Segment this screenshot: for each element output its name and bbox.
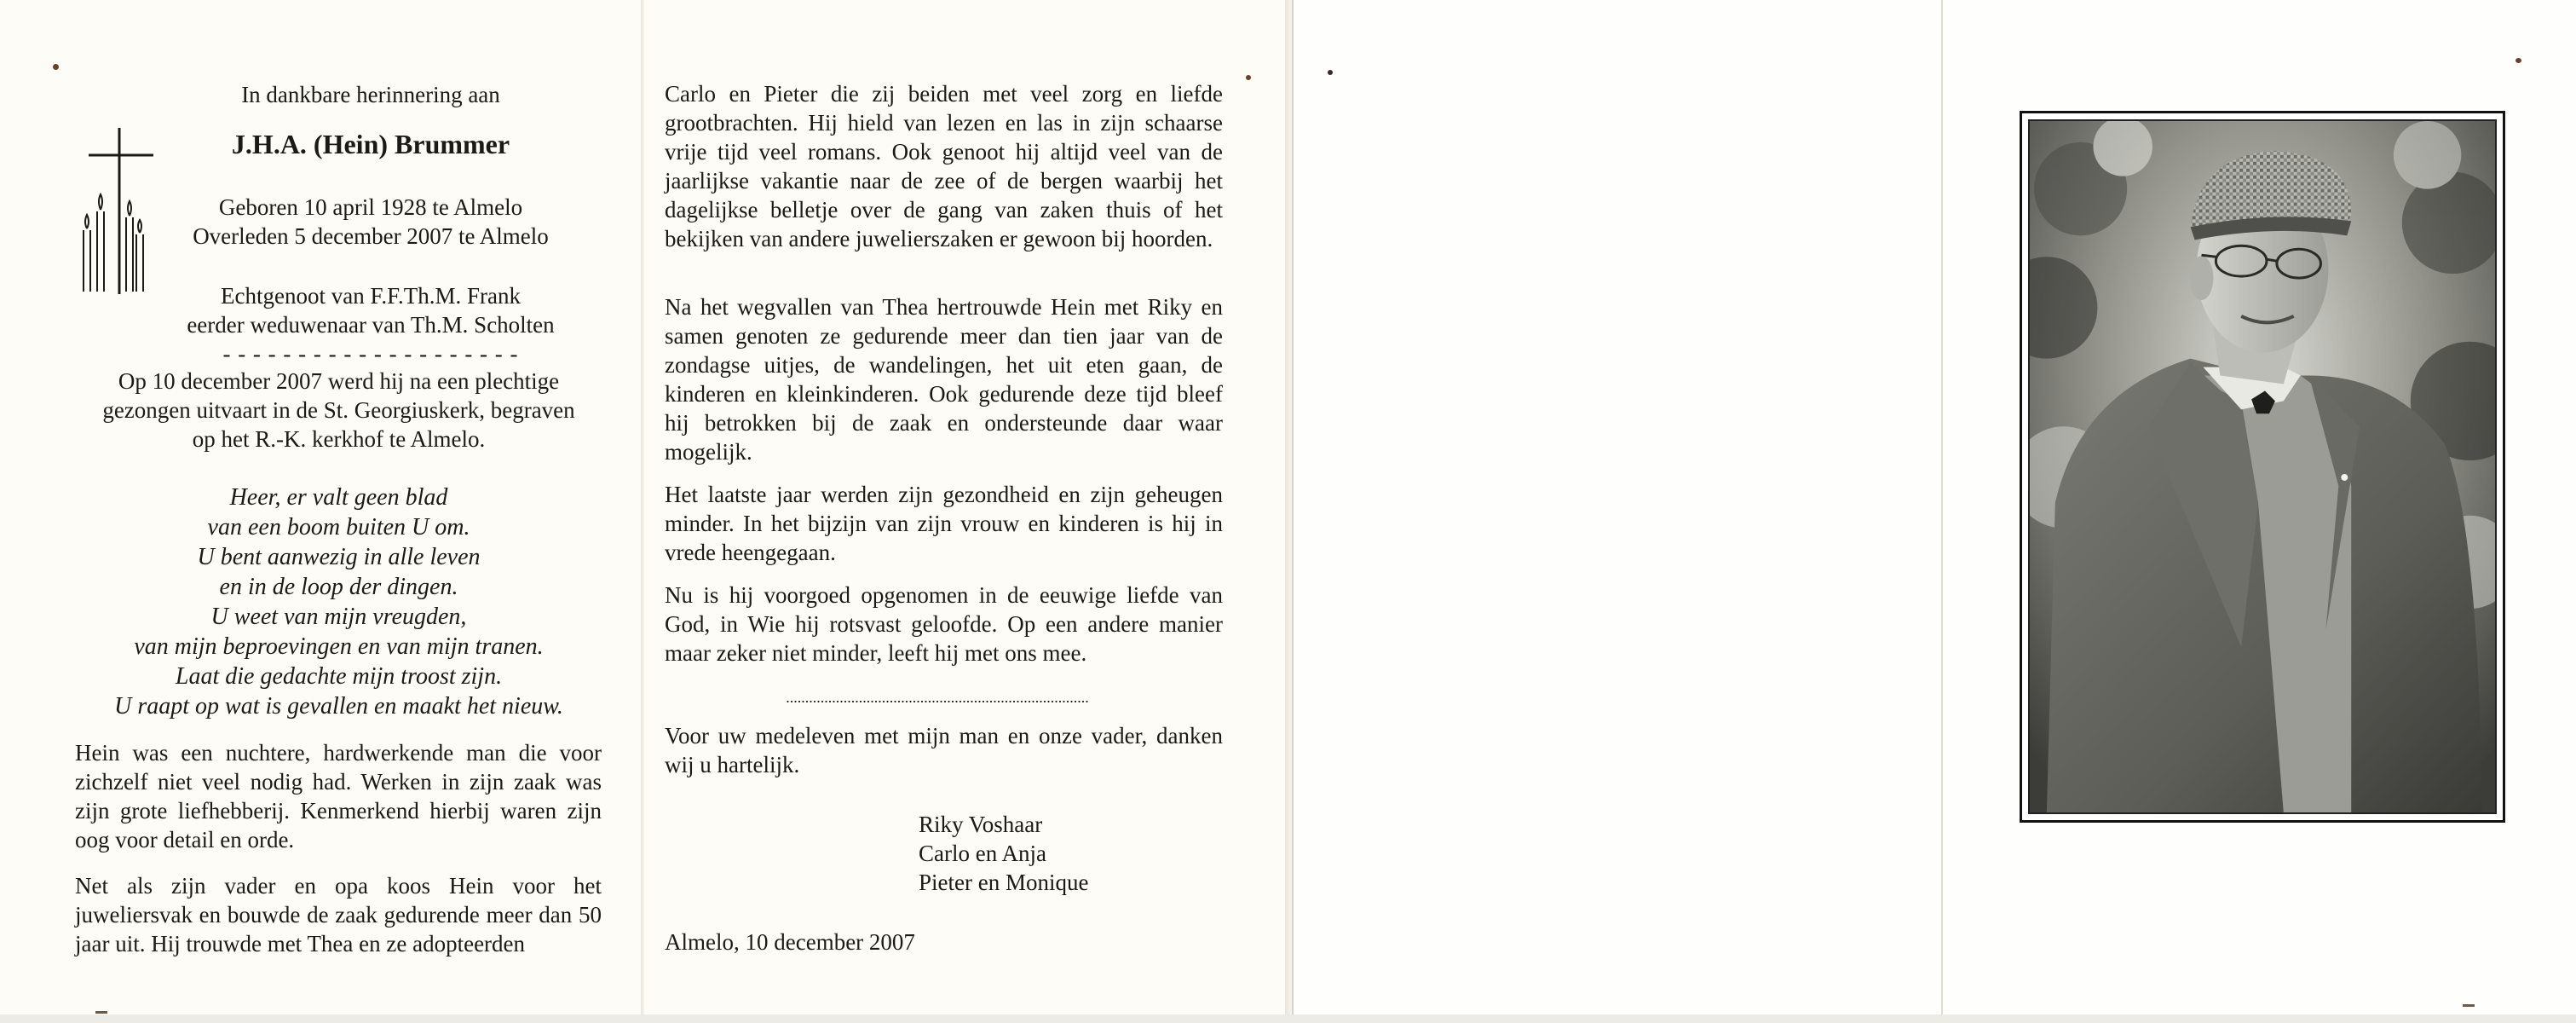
- widower-line: eerder weduwenaar van Th.M. Scholten: [187, 312, 555, 338]
- biography-paragraph: Hein was een nuchtere, hardwerkende man die voor zichzelf niet veel nodig had. Werken in zijn zaak was zijn grote liefhebberij. Kenmerkend hierbij waren zijn oog voor detail en orde.: [75, 740, 602, 852]
- signatory: Riky Voshaar: [919, 812, 1043, 837]
- cross-with-candles-icon: [78, 128, 160, 298]
- scan-edge: [0, 1014, 2576, 1023]
- biography-paragraph: Carlo en Pieter die zij beiden met veel zorg en liefde grootbrachten. Hij hield van lezen en las in zijn schaarse vrije tijd veel romans. Ook genoot hij altijd veel van de jaarlijkse vakantie naar de zee of de bergen waarbij het dagelijkse belletje over de gang van zaken thuis of het bekijken van andere juwelierszaken er gewoon bij hoorden.: [665, 81, 1223, 251]
- spouse-line: Echtgenoot van F.F.Th.M. Frank: [221, 283, 521, 309]
- signatory: Carlo en Anja: [919, 841, 1046, 866]
- deceased-name: J.H.A. (Hein) Brummer: [231, 129, 510, 159]
- photo-frame: [2020, 111, 2505, 823]
- dotted-rule: ...............................................................................: [786, 689, 1089, 706]
- poem-line-3: U bent aanwezig in alle leven: [197, 544, 481, 570]
- funeral-line-2: gezongen uitvaart in de St. Georgiuskerk, begraven: [102, 397, 575, 423]
- separator-line: - - - - - - - - - - - - - - - - - - - -: [222, 341, 519, 367]
- scan-speck: [1328, 70, 1333, 75]
- place-date: Almelo, 10 december 2007: [665, 929, 915, 955]
- biography-paragraph: Net als zijn vader en opa koos Hein voor het juweliersvak en bouwde de zaak gedurende meer dan 50 jaar uit. Hij trouwde met Thea en ze adopteerden: [75, 873, 602, 957]
- portrait-photo: [2028, 119, 2497, 814]
- scan-speck: [1246, 75, 1251, 80]
- signatory: Pieter en Monique: [919, 870, 1089, 895]
- poem-line-1: Heer, er valt geen blad: [229, 484, 448, 511]
- poem-line-6: van mijn beproevingen en van mijn tranen.: [134, 633, 544, 660]
- death-line: Overleden 5 december 2007 te Almelo: [193, 223, 549, 249]
- card-gap: [1285, 0, 1292, 1014]
- birth-line: Geboren 10 april 1928 te Almelo: [218, 194, 523, 220]
- poem-line-8: U raapt op wat is gevallen en maakt het nieuw.: [114, 693, 563, 720]
- biography-paragraph: Na het wegvallen van Thea hertrouwde Hein met Riky en samen genoten ze gedurende meer dan tien jaar van de zondagse uitjes, de wandelingen, het uit eten gaan, de kinderen en kleinkinderen. Ook gedurende deze tijd bleef hij betrokken bij de zaak en ondersteunde daar waar mogelijk.: [665, 294, 1223, 465]
- poem-line-4: en in de loop der dingen.: [219, 574, 458, 600]
- poem-line-5: U weet van mijn vreugden,: [210, 604, 467, 630]
- scan-speck: [2463, 1004, 2475, 1007]
- biography-paragraph: Het laatste jaar werden zijn gezondheid en zijn geheugen minder. In het bijzijn van zijn vrouw en kinderen is hij in vrede heengegaan.: [665, 482, 1223, 565]
- scan-speck: [95, 1011, 107, 1014]
- scan-speck: [2515, 58, 2521, 63]
- heading-text: In dankbare herinnering aan: [241, 82, 500, 107]
- card-page-blank: [1292, 0, 1941, 1014]
- thanks-text: Voor uw medeleven met mijn man en onze vader, danken wij u hartelijk.: [665, 723, 1223, 777]
- biography-paragraph: Nu is hij voorgoed opgenomen in de eeuwige liefde van God, in Wie hij rotsvast geloofde. Op een andere manier maar zeker niet minder, leeft hij met ons mee.: [665, 582, 1223, 666]
- funeral-line-3: op het R.-K. kerkhof te Almelo.: [192, 426, 486, 452]
- funeral-line-1: Op 10 december 2007 werd hij na een plechtige: [118, 368, 560, 394]
- poem-line-7: Laat die gedachte mijn troost zijn.: [175, 663, 503, 690]
- scan-speck: [53, 64, 59, 70]
- poem-line-2: van een boom buiten U om.: [207, 514, 470, 540]
